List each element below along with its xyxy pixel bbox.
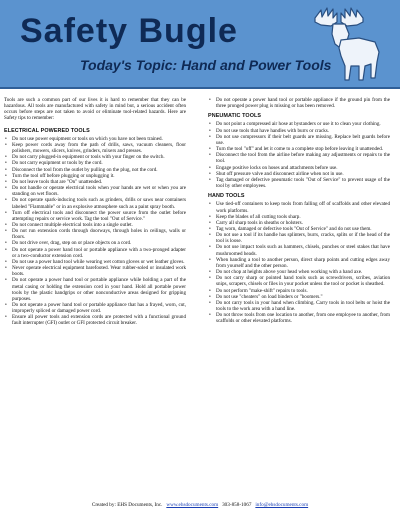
- section-heading-electrical: ELECTRICAL POWERED TOOLS: [4, 127, 90, 134]
- electrical-tools-list-continued: [208, 97, 390, 109]
- list-item: • Never operate electrical equipment barefooted. Wear rubber-soled or insulated work boots.: [4, 265, 186, 277]
- list-item: • Turn off electrical tools and disconnect the power source from the outlet before attempting repairs or service work. Tag the tool "Out of Service.": [4, 210, 186, 222]
- list-item: • Do not use impact tools such as hammers, chisels, punches or steel stakes that have mushroomed heads.: [208, 244, 390, 256]
- newsletter-title: Safety Bugle: [20, 12, 238, 50]
- list-item: • Do not use compressors if their belt guards are missing. Replace belt guards before use.: [208, 134, 390, 146]
- list-item: • Do not connect multiple electrical tools into a single outlet.: [4, 222, 186, 228]
- list-item: • Tag worn, damaged or defective tools "Out of Service" and do not use them.: [208, 226, 390, 232]
- list-item: • Shut off pressure valve and disconnect airline when not in use.: [208, 171, 390, 177]
- list-item: • Turn the tool off before plugging or unplugging it.: [4, 173, 186, 179]
- list-item: • Ensure all power tools and extension cords are protected with a functional ground fault interrupter (GFI) outlet or GFI protected circuit breaker.: [4, 314, 186, 326]
- list-item: • Do not run extension cords through doorways, through holes in ceilings, walls or floors.: [4, 228, 186, 240]
- moose-icon: [305, 4, 385, 84]
- section-heading-pneumatic: PNEUMATIC TOOLS: [208, 113, 262, 120]
- list-item: • Do not operate a power hand tool or portable appliance while holding a part of the metal casing or holding the extension cord in your hand. Hold all portable power tools by the plastic handgrips or other nonconductive areas designed for gripping purposes.: [4, 277, 186, 302]
- list-item: • Do not use a power hand tool while wearing wet cotton gloves or wet leather gloves.: [4, 259, 186, 265]
- list-item: • Use tied-off containers to keep tools from falling off of scaffolds and other elevated work platforms.: [208, 201, 390, 213]
- list-item: • Do not operate a power hand tool or portable appliance that has a frayed, worn, cut, improperly spliced or damaged power cord.: [4, 302, 186, 314]
- list-item: • Disconnect the tool from the airline before making any adjustments or repairs to the tool.: [208, 152, 390, 164]
- list-item: • Do not leave tools that are "On" unattended.: [4, 179, 186, 185]
- list-item: • Do not perform "make-shift" repairs to tools.: [208, 288, 390, 294]
- list-item: • Do not handle or operate electrical tools when your hands are wet or when you are standing on wet floors.: [4, 185, 186, 197]
- footer: [0, 502, 400, 508]
- list-item: • Engage positive locks on hoses and attachments before use.: [208, 165, 390, 171]
- list-item: • Turn the tool "off" and let it come to a complete stop before leaving it unattended.: [208, 146, 390, 152]
- list-item: • Tag damaged or defective pneumatic tools "Out of Service" to prevent usage of the tool by other employees.: [208, 177, 390, 189]
- list-item: • Do not carry sharp or pointed hand tools such as screwdrivers, scribes, aviation snips, scrapers, chisels or files in your pocket unless the tool or pocket is sheathed.: [208, 275, 390, 287]
- list-item: • Do not use "cheaters" on load binders or "boomers.": [208, 294, 390, 300]
- list-item: • Do not operate a power hand tool or portable appliance with a two-pronged adapter or a two-conductor extension cord.: [4, 247, 186, 259]
- header-banner: [0, 0, 400, 89]
- email-link[interactable]: info@ehsdocuments.com: [255, 502, 309, 508]
- list-item: • Keep the blades of all cutting tools sharp.: [208, 214, 390, 220]
- list-item: • Do not operate spark-inducing tools such as grinders, drills or saws near containers labeled "Flammable" or in an explosive atmosphere such as a paint spray booth.: [4, 197, 186, 209]
- list-item: • Do not operate a power hand tool or portable appliance if the ground pin from the three pronged power plug is missing or has been removed.: [208, 97, 390, 109]
- list-item: • Disconnect the tool from the outlet by pulling on the plug, not the cord.: [4, 167, 186, 173]
- list-item: • Do not point a compressed air hose at bystanders or use it to clean your clothing.: [208, 121, 390, 127]
- website-link[interactable]: www.ehsdocuments.com: [166, 502, 219, 508]
- list-item: • Carry all sharp tools in sheaths or holsters.: [208, 220, 390, 226]
- list-item: • Keep power cords away from the path of drills, saws, vacuum cleaners, floor polishers, mowers, slicers, knives, grinders, mixers and presses.: [4, 142, 186, 154]
- topic-subtitle: Today's Topic: Hand and Power Tools: [80, 57, 332, 73]
- footer-phone: 303-858-1067: [222, 502, 252, 508]
- hand-tools-list: [208, 201, 390, 324]
- list-item: • Do not use tools that have handles with burrs or cracks.: [208, 128, 390, 134]
- footer-credit: Created by: EHS Documents, Inc.: [91, 502, 163, 508]
- electrical-tools-list: [4, 136, 186, 327]
- intro-paragraph: Tools are such a common part of our lives it is hard to remember that they can be hazardous. All tools are manufactured with safety in mind but, a serious accident often occurs before steps are not taken to avoid or eliminate tool-related hazards. Here are Safety tips to remember:: [4, 97, 186, 122]
- left-column: [4, 97, 186, 327]
- pneumatic-tools-list: [208, 121, 390, 189]
- list-item: • When handing a tool to another person, direct sharp points and cutting edges away from yourself and the other person.: [208, 257, 390, 269]
- list-item: • Do not carry equipment or tools by the cord.: [4, 160, 186, 166]
- right-column: [208, 97, 390, 324]
- list-item: • Do not drive over, drag, step on or place objects on a cord.: [4, 240, 186, 246]
- list-item: • Do not use a tool if its handle has splinters, burrs, cracks, splits or if the head of the tool is loose.: [208, 232, 390, 244]
- list-item: • Do not carry tools in your hand when climbing. Carry tools in tool belts or hoist the tools to the work area with a hand line.: [208, 300, 390, 312]
- list-item: • Do not throw tools from one location to another, from one employee to another, from scaffolds or other elevated platforms.: [208, 312, 390, 324]
- section-heading-hand: HAND TOOLS: [208, 193, 245, 200]
- list-item: • Do not use power equipment or tools on which you have not been trained.: [4, 136, 186, 142]
- list-item: • Do not carry plugged-in equipment or tools with your finger on the switch.: [4, 154, 186, 160]
- list-item: • Do not chop at heights above your head when working with a hand axe.: [208, 269, 390, 275]
